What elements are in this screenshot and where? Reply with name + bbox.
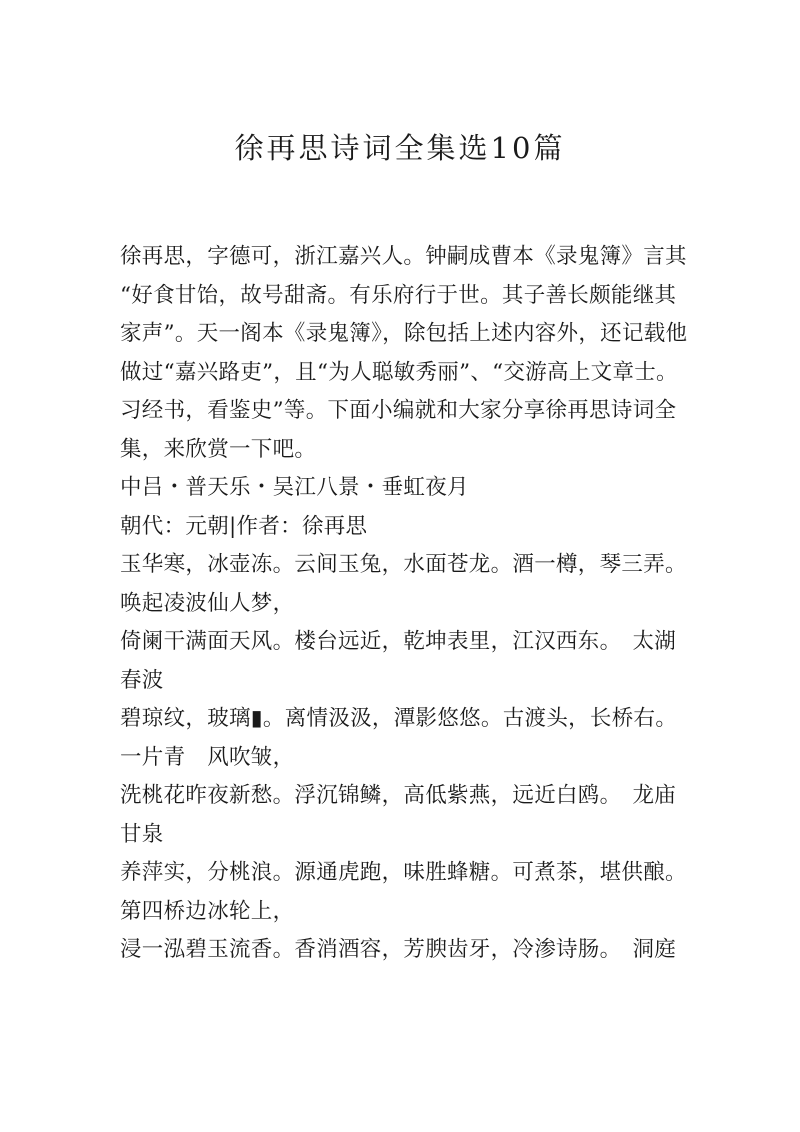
document-body xyxy=(120,238,690,970)
poem-line: 一片青 风吹皱， xyxy=(120,744,295,770)
text-line: 做过“嘉兴路吏”，且“为人聪敏秀丽”、“交游高上文章士。 xyxy=(120,359,678,385)
poem-line: 碧琼纹，玻璃▮。离情汲汲，潭影悠悠。古渡头，长桥右。 xyxy=(120,706,678,731)
poem-line: 甘泉 xyxy=(120,821,164,847)
poem-line: 倚阑干满面天风。楼台远近，乾坤表里，江汉西东。 太湖 xyxy=(120,629,677,654)
poem-line: 洗桃花昨夜新愁。浮沉锦鳞，高低紫燕，远近白鸥。 龙庙 xyxy=(120,783,677,808)
document-title: 徐再思诗词全集选10篇 xyxy=(234,131,566,165)
text-line: 徐再思，字德可，浙江嘉兴人。钟嗣成曹本《录鬼簿》言其 xyxy=(120,244,687,269)
poem-line: 浸一泓碧玉流香。香消酒容，芳腴齿牙，冷渗诗肠。 洞庭 xyxy=(120,937,677,962)
text-line: 家声”。天一阁本《录鬼簿》，除包括上述内容外，还记载他 xyxy=(120,321,688,346)
poem-meta: 朝代：元朝|作者：徐再思 xyxy=(120,513,368,539)
text-line: “好食甘饴，故号甜斋。有乐府行于世。其子善长颇能继其 xyxy=(120,282,677,308)
poem-line: 唤起凌波仙人梦， xyxy=(120,590,295,616)
poem-line: 玉华寒，冰壶冻。云间玉兔，水面苍龙。酒一樽，琴三弄。 xyxy=(120,552,687,577)
poem-title: 中吕・普天乐・吴江八景・垂虹夜月 xyxy=(120,475,469,500)
poem-line: 春波 xyxy=(120,667,164,693)
poem-line: 养萍实，分桃浪。源通虎跑，味胜蜂糖。可煮茶，堪供酿。 xyxy=(120,860,687,885)
text-line: 集，来欣赏一下吧。 xyxy=(120,436,317,462)
text-line: 习经书，看鉴史”等。下面小编就和大家分享徐再思诗词全 xyxy=(120,398,677,423)
poem-line: 第四桥边冰轮上， xyxy=(120,898,295,924)
